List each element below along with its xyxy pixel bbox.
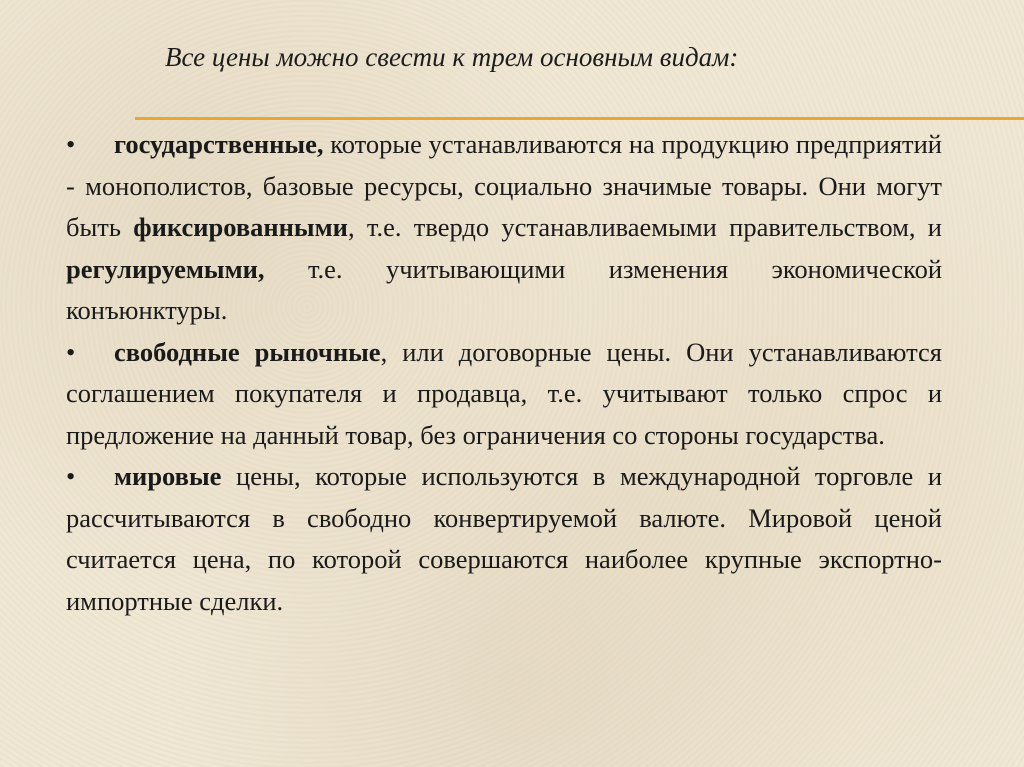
slide-content bbox=[66, 124, 942, 622]
title-divider bbox=[135, 117, 1024, 120]
list-item-world-prices bbox=[66, 456, 942, 622]
list-item-state-prices bbox=[66, 124, 942, 332]
text-segment: , или договорные цены. Они устанавливаются соглашением покупателя и продавца, т.е. учитывают только спрос и предложение на данный товар, без ограничения со стороны государства. bbox=[66, 336, 942, 450]
bullet-icon: • bbox=[66, 461, 76, 491]
slide-title: Все цены можно свести к трем основным видам: bbox=[165, 42, 739, 72]
text-segment: т.е. учитывающими изменения экономической конъюнктуры. bbox=[66, 253, 942, 325]
list-item-free-market-prices bbox=[66, 332, 942, 457]
text-segment: которые устанавливаются на продукцию предприятий - монополистов, базовые ресурсы, социально значимые товары. Они могут быть bbox=[66, 129, 942, 242]
text-segment: цены, которые используются в международной торговле и рассчитываются в свободно конвертируемой валюте. Мировой ценой считается цена, по которой совершаются наиболее крупные экспортно-импортные сделки. bbox=[66, 461, 942, 616]
bullet-icon: • bbox=[66, 129, 76, 159]
term-free-market: свободные рыночные bbox=[114, 336, 381, 367]
term-regulated: регулируемыми, bbox=[66, 253, 265, 284]
term-state: государственные, bbox=[114, 129, 324, 159]
text-segment: , т.е. твердо устанавливаемыми правительством, и bbox=[347, 212, 942, 242]
term-world: мировые bbox=[114, 461, 222, 491]
term-fixed: фиксированными bbox=[133, 212, 348, 242]
bullet-icon: • bbox=[66, 336, 76, 367]
